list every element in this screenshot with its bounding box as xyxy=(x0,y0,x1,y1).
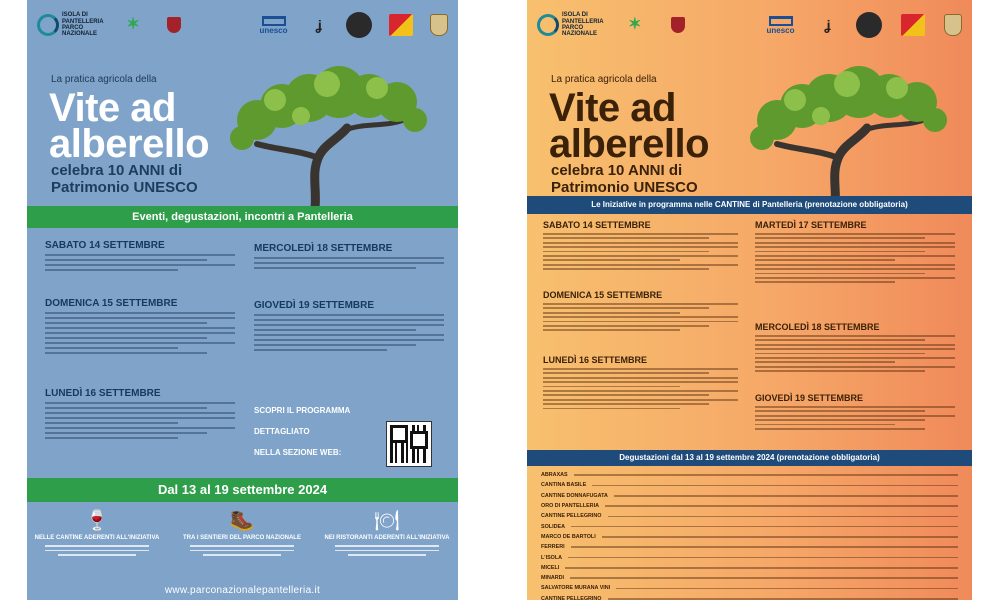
day-title: MERCOLEDÌ 18 SETTEMBRE xyxy=(755,322,880,332)
page-title xyxy=(549,86,710,166)
park-logo xyxy=(37,11,104,39)
title-line-2: alberello xyxy=(549,122,710,166)
list-item xyxy=(541,542,958,552)
footer-url[interactable]: www.parconazionalepantelleria.it xyxy=(164,585,321,596)
day-block xyxy=(755,393,955,432)
title-line-2: alberello xyxy=(49,122,210,166)
star-icon: ✶ xyxy=(628,16,642,33)
wineries-list xyxy=(541,470,958,600)
list-item xyxy=(541,521,958,531)
list-item xyxy=(541,563,958,573)
day-block xyxy=(755,322,955,375)
logo-bar xyxy=(37,8,448,42)
list-item xyxy=(541,573,958,583)
day-block xyxy=(45,240,235,274)
star-icon: ✶ xyxy=(126,16,140,33)
temple-icon xyxy=(262,16,286,26)
day-title: LUNEDÌ 16 SETTEMBRE xyxy=(543,355,648,365)
list-item xyxy=(541,501,958,511)
day-title: GIOVEDÌ 19 SETTEMBRE xyxy=(755,393,864,403)
subtitle xyxy=(51,162,198,196)
list-item xyxy=(541,594,958,600)
subtitle-line-2: Patrimonio UNESCO xyxy=(51,179,198,196)
j-logo: ʝ xyxy=(824,17,831,33)
coat-of-arms-icon xyxy=(671,17,685,33)
list-item xyxy=(541,532,958,542)
event-poster-orange xyxy=(527,0,972,600)
feature-title: NELLE CANTINE ADERENTI ALL'INIZIATIVA xyxy=(34,535,160,541)
winery-name: CANTINE PELLEGRINO xyxy=(541,595,602,600)
day-title: MERCOLEDÌ 18 SETTEMBRE xyxy=(254,243,393,254)
winery-name: MICELI xyxy=(541,564,560,571)
list-item xyxy=(541,511,958,521)
wine-glass-icon: 🍷 xyxy=(84,510,110,532)
day-title: LUNEDÌ 16 SETTEMBRE xyxy=(45,388,161,399)
temple-icon xyxy=(769,16,793,26)
events-banner: Eventi, degustazioni, incontri a Pantelleria xyxy=(27,206,458,228)
lead-text: La pratica agricola della xyxy=(51,74,157,85)
winery-name: MARCO DE BARTOLI xyxy=(541,533,596,540)
park-swirl-icon xyxy=(537,14,559,36)
day-title: MARTEDÌ 17 SETTEMBRE xyxy=(755,220,867,230)
day-block xyxy=(45,298,235,357)
page-title xyxy=(49,86,210,166)
institution-logo xyxy=(704,17,744,33)
day-block xyxy=(755,220,955,286)
vine-illustration xyxy=(747,58,947,208)
sicily-region-logo xyxy=(389,14,413,36)
municipality-crest-icon xyxy=(944,14,962,36)
restaurant-icon: 🍽 xyxy=(374,510,400,532)
park-swirl-icon xyxy=(37,14,59,36)
unesco-logo-text: unesco xyxy=(259,25,288,35)
winery-name: L'ISOLA xyxy=(541,554,563,561)
day-block xyxy=(543,290,738,334)
winery-name: FERRERI xyxy=(541,544,565,551)
winery-name: SALVATORE MURANA VINI xyxy=(541,585,611,592)
unesco-logo xyxy=(256,11,292,39)
list-item xyxy=(541,583,958,593)
cantine-banner: Le Iniziative in programma nelle CANTINE di Pantelleria (prenotazione obbligatoria) xyxy=(527,196,972,214)
feature-title: NEI RISTORANTI ADERENTI ALL'INIZIATIVA xyxy=(324,535,450,541)
feature-cantine xyxy=(32,510,162,559)
list-item xyxy=(541,480,958,490)
round-logo xyxy=(856,12,882,38)
ministry-logo xyxy=(618,11,652,39)
title-line-1: Vite ad xyxy=(549,86,676,130)
day-title: SABATO 14 SETTEMBRE xyxy=(543,220,651,230)
day-block xyxy=(543,220,738,273)
day-block xyxy=(254,243,444,272)
list-item xyxy=(541,491,958,501)
date-banner: Dal 13 al 19 settembre 2024 xyxy=(27,478,458,502)
day-block xyxy=(254,300,444,354)
day-block xyxy=(45,388,235,442)
park-logo xyxy=(537,11,604,39)
subtitle-line-1: celebra 10 ANNI di xyxy=(51,162,183,179)
winery-name: ORO DI PANTELLERIA xyxy=(541,503,599,510)
winery-name: MINARDI xyxy=(541,575,565,582)
subtitle-line-2: Patrimonio UNESCO xyxy=(551,179,698,196)
subtitle-line-1: celebra 10 ANNI di xyxy=(551,162,683,179)
hiking-icon: 🥾 xyxy=(229,510,255,532)
day-title: GIOVEDÌ 19 SETTEMBRE xyxy=(254,300,375,311)
list-item xyxy=(541,552,958,562)
winery-name: CANTINE DONNAFUGATA xyxy=(541,492,608,499)
vine-illustration xyxy=(227,58,427,208)
qr-code[interactable] xyxy=(387,422,431,466)
day-title: DOMENICA 15 SETTEMBRE xyxy=(45,298,178,309)
winery-name: CANTINE PELLEGRINO xyxy=(541,513,602,520)
list-item xyxy=(541,470,958,480)
sicily-region-logo xyxy=(901,14,925,36)
ministry-logo xyxy=(116,11,150,39)
qr-caption-line: NELLA SEZIONE WEB: xyxy=(254,448,342,457)
qr-caption-line: DETTAGLIATO xyxy=(254,427,310,436)
winery-name: SOLIDEA xyxy=(541,523,565,530)
day-block xyxy=(543,355,738,412)
tastings-banner: Degustazioni dal 13 al 19 settembre 2024 (prenotazione obbligatoria) xyxy=(527,450,972,466)
feature-sentieri xyxy=(177,510,307,559)
subtitle xyxy=(551,162,698,196)
event-poster-blue xyxy=(27,0,458,600)
qr-caption xyxy=(254,400,374,463)
municipality-crest-icon xyxy=(430,14,448,36)
j-logo: ʝ xyxy=(315,17,322,33)
unesco-logo-text: unesco xyxy=(766,25,795,35)
logo-bar xyxy=(537,8,962,42)
park-logo-text: ISOLA DI PANTELLERIA PARCO NAZIONALE xyxy=(62,12,104,38)
feature-title: TRA I SENTIERI DEL PARCO NAZIONALE xyxy=(183,535,301,541)
day-title: SABATO 14 SETTEMBRE xyxy=(45,240,165,251)
coat-of-arms-icon xyxy=(167,17,181,33)
title-line-1: Vite ad xyxy=(49,86,176,130)
qr-caption-line: SCOPRI IL PROGRAMMA xyxy=(254,406,351,415)
unesco-logo xyxy=(763,11,799,39)
park-logo-text: ISOLA DI PANTELLERIA PARCO NAZIONALE xyxy=(562,12,604,38)
round-logo xyxy=(346,12,372,38)
day-title: DOMENICA 15 SETTEMBRE xyxy=(543,290,663,300)
feature-ristoranti xyxy=(322,510,452,559)
winery-name: CANTINA BASILE xyxy=(541,482,587,489)
winery-name: ABRAXAS xyxy=(541,472,568,479)
lead-text: La pratica agricola della xyxy=(551,74,657,85)
institution-logo xyxy=(198,17,238,33)
